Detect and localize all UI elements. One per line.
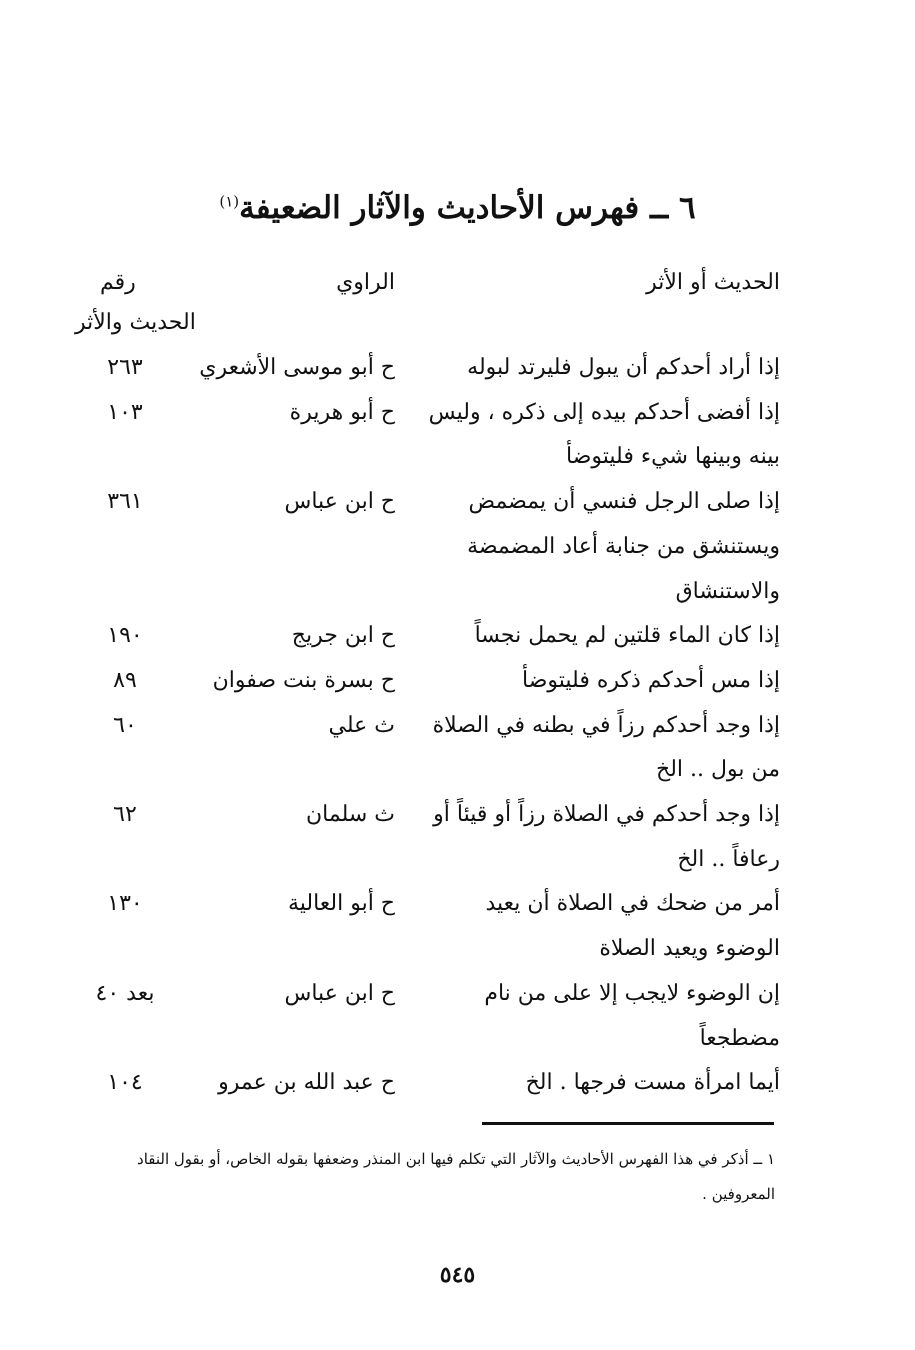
table-row bbox=[0, 534, 915, 576]
narrator-name: ح ابن جريج bbox=[291, 623, 395, 648]
narrator-name: ح عبد الله بن عمرو bbox=[218, 1070, 395, 1095]
hadith-text: أمر من ضحك في الصلاة أن يعيد bbox=[485, 891, 780, 916]
hadith-text: إذا كان الماء قلتين لم يحمل نجساً bbox=[474, 623, 780, 648]
narrator-name: ح أبو هريرة bbox=[289, 400, 395, 425]
hadith-number: ١٣٠ bbox=[107, 891, 143, 916]
index-title-text: ٦ ــ فهرس الأحاديث والآثار الضعيفة bbox=[239, 190, 696, 226]
hadith-number: ١٩٠ bbox=[107, 623, 143, 648]
table-row bbox=[0, 891, 915, 933]
hadith-number: ٦٢ bbox=[113, 802, 137, 827]
hadith-number: ٨٩ bbox=[113, 668, 137, 693]
hadith-text: إذا وجد أحدكم في الصلاة رزاً أو قيئاً أو bbox=[433, 802, 780, 827]
table-row bbox=[0, 802, 915, 844]
table-row bbox=[0, 489, 915, 531]
hadith-text: إن الوضوء لايجب إلا على من نام bbox=[484, 981, 780, 1006]
column-header-number-line2: الحديث والأثر bbox=[75, 310, 196, 335]
footnote-reference: (١) bbox=[219, 192, 240, 211]
footnote: ١ ــ أذكر في هذا الفهرس الأحاديث والآثار التي تكلم فيها ابن المنذر وضعفها بقوله الخاص، أو بقول النقاد المعروفين . bbox=[137, 1150, 775, 1203]
column-header-number: رقم bbox=[100, 270, 136, 295]
hadith-number: ١٠٤ bbox=[107, 1070, 143, 1095]
hadith-text: إذا أراد أحدكم أن يبول فليرتد لبوله bbox=[467, 355, 780, 380]
index-title bbox=[0, 190, 915, 226]
column-header-narrator: الراوي bbox=[336, 270, 395, 295]
hadith-text: إذا مس أحدكم ذكره فليتوضأ bbox=[522, 668, 780, 693]
table-row bbox=[0, 713, 915, 755]
hadith-text: الوضوء ويعيد الصلاة bbox=[599, 936, 780, 961]
hadith-number: ٣٦١ bbox=[107, 489, 143, 514]
narrator-name: ح بسرة بنت صفوان bbox=[212, 668, 395, 693]
hadith-number: ٦٠ bbox=[113, 713, 137, 738]
table-row bbox=[0, 623, 915, 665]
hadith-text: بينه وبينها شيء فليتوضأ bbox=[566, 444, 780, 469]
table-row bbox=[0, 936, 915, 978]
table-row bbox=[0, 579, 915, 621]
narrator-name: ح أبو العالية bbox=[287, 891, 395, 916]
table-row bbox=[0, 1070, 915, 1112]
table-row bbox=[0, 400, 915, 442]
table-row bbox=[0, 355, 915, 397]
page-number: ٥٤٥ bbox=[439, 1262, 476, 1288]
narrator-name: ح ابن عباس bbox=[284, 981, 395, 1006]
table-row bbox=[0, 444, 915, 486]
hadith-text: مضطجعاً bbox=[699, 1026, 780, 1051]
hadith-text: إذا أفضى أحدكم بيده إلى ذكره ، وليس bbox=[428, 400, 780, 425]
hadith-text: من بول .. الخ bbox=[656, 757, 780, 782]
table-row bbox=[0, 757, 915, 799]
hadith-number: بعد ٤٠ bbox=[95, 981, 155, 1006]
table-row bbox=[0, 1026, 915, 1068]
hadith-number: ٢٦٣ bbox=[107, 355, 143, 380]
narrator-name: ث سلمان bbox=[306, 802, 395, 827]
table-row bbox=[0, 847, 915, 889]
narrator-name: ث علي bbox=[328, 713, 395, 738]
table-row bbox=[0, 668, 915, 710]
hadith-text: ويستنشق من جنابة أعاد المضمضة bbox=[467, 534, 780, 559]
hadith-text: إذا وجد أحدكم رزاً في بطنه في الصلاة bbox=[432, 713, 780, 738]
hadith-text: رعافاً .. الخ bbox=[677, 847, 780, 872]
hadith-number: ١٠٣ bbox=[107, 400, 143, 425]
hadith-text: والاستنشاق bbox=[675, 579, 780, 604]
narrator-name: ح ابن عباس bbox=[284, 489, 395, 514]
table-row bbox=[0, 981, 915, 1023]
narrator-name: ح أبو موسى الأشعري bbox=[199, 355, 395, 380]
hadith-text: أيما امرأة مست فرجها . الخ bbox=[525, 1070, 780, 1095]
footnote-separator bbox=[482, 1122, 774, 1125]
column-header-hadith: الحديث أو الأثر bbox=[646, 270, 780, 295]
hadith-text: إذا صلى الرجل فنسي أن يمضمض bbox=[468, 489, 780, 514]
